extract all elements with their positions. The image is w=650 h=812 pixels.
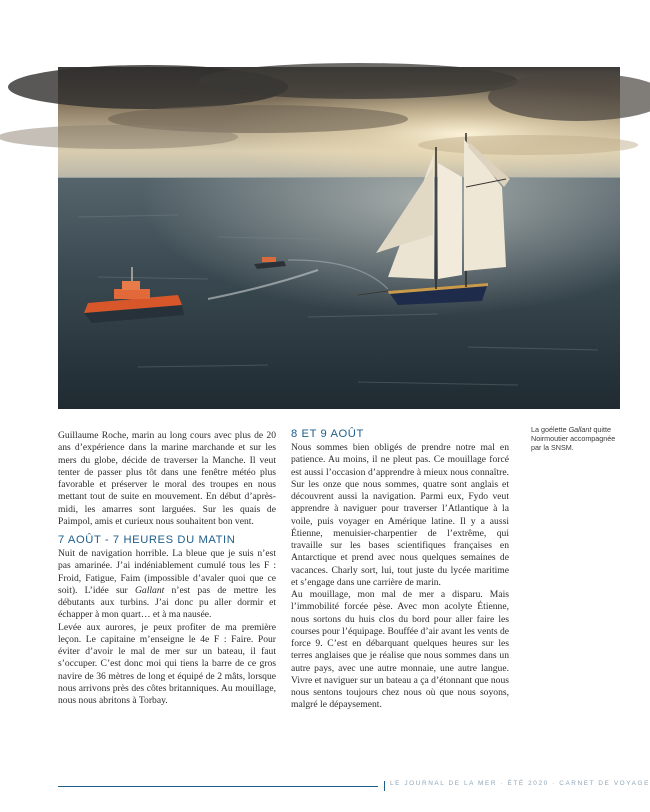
footer-divider: [384, 781, 385, 791]
caption-ship-name: Gallant: [568, 425, 592, 434]
column-right: [291, 428, 509, 712]
column-left: [58, 430, 276, 707]
caption-part1: La goélette: [531, 425, 569, 434]
footer-rule: [58, 786, 378, 787]
section1-paragraph-2: Levée aux aurores, je peux profiter de ma première leçon. Le capitaine m’enseigne le 4e F : Faire. Pour éviter d’avoir le mal de mer sur un bateau, il faut s’occuper. C’est donc moi qui tiens la barre de ce gros navire de 36 mètres de long et équipé de 2 mâts, lorsque nous arrivons près des côtes britanniques. Au mouillage, nous nous abritons à Torbay.: [58, 621, 276, 706]
intro-paragraph: Guillaume Roche, marin au long cours avec plus de 20 ans d’expérience dans la marine marchande et sur les mers du globe, décide de traverser la Manche. Il veut tenter de passer plus tôt dans une fenêtre météo plus favorable et préserver le moral des troupes en nous mettant tout de suite en mouvement. En début d’après-midi, les amarres sont larguées. Sur les quais de Paimpol, amis et curieux nous souhaitent bon vent.: [58, 430, 276, 527]
section1-p1-ship-name: Gallant: [134, 584, 165, 596]
section1-paragraph-1: [58, 548, 276, 622]
caption-part2: quitte Noirmoutier accompagnée par la SNSM.: [531, 425, 616, 452]
section2-paragraph-2: Au mouillage, mon mal de mer a disparu. Mais l’immobilité forcée pèse. Avec mon acolyte Étienne, nous sortons du huis clos du bord pour aller faire les courses pour l’équipage. Bouffée d’air avant les vents de force 9. C’est en débarquant quelques heures sur les terres anglaises que je réalise que nous sommes dans un autre pays, avec une autre monnaie, une autre langue. Vivre et naviguer sur un bateau a ça d’étonnant que nous nous sentons toujours chez nous où que nous soyons, malgré le dépaysement.: [291, 589, 510, 711]
schooner-at-sea-image: [58, 67, 620, 409]
section2-paragraph-1: Nous sommes bien obligés de prendre notre mal en patience. Au moins, il ne pleut pas. Ce mouillage forcé est aussi l’occasion d’apprendre à mieux nous connaître. Sur les onze que nous sommes, quatre sont anglais et découvrent aussi la navigation. Parmi eux, Fydo veut apprendre à naviguer pour traverser l’Atlantique à la voile, puis voyager en Amérique latine. Il y a aussi Étienne, menuisier-charpentier de l’extrême, qui travaille sur les bases scientifiques françaises en Antarctique et prend avec nous quelques semaines de vacances. Charly sort, lui, tout juste du lycée maritime et s’engage dans une carrière de marin.: [291, 442, 509, 588]
section-heading-8-9-aout: 8 ET 9 AOÛT: [291, 428, 364, 440]
section1-p1-part-a: Nuit de navigation horrible. La bleue que je suis n’est pas amarinée. J’ai indéniablement cumulé tous les F : Froid, Fatigue, Faim (impossible d’avaler quoi que ce soit). L’idée sur: [58, 548, 276, 596]
running-footer: LE JOURNAL DE LA MER · ÉTÉ 2020 · CARNET DE VOYAGE: [390, 780, 650, 787]
section-heading-7-aout: 7 AOÛT - 7 HEURES DU MATIN: [58, 534, 236, 546]
photo-caption: [531, 425, 621, 452]
hero-photo: [58, 67, 620, 409]
section1-p1-part-b: n’est pas de mettre les débutants aux turbins. J’ai donc pu aller dormir et échapper à mon quart… et à ma nausée.: [58, 584, 276, 621]
